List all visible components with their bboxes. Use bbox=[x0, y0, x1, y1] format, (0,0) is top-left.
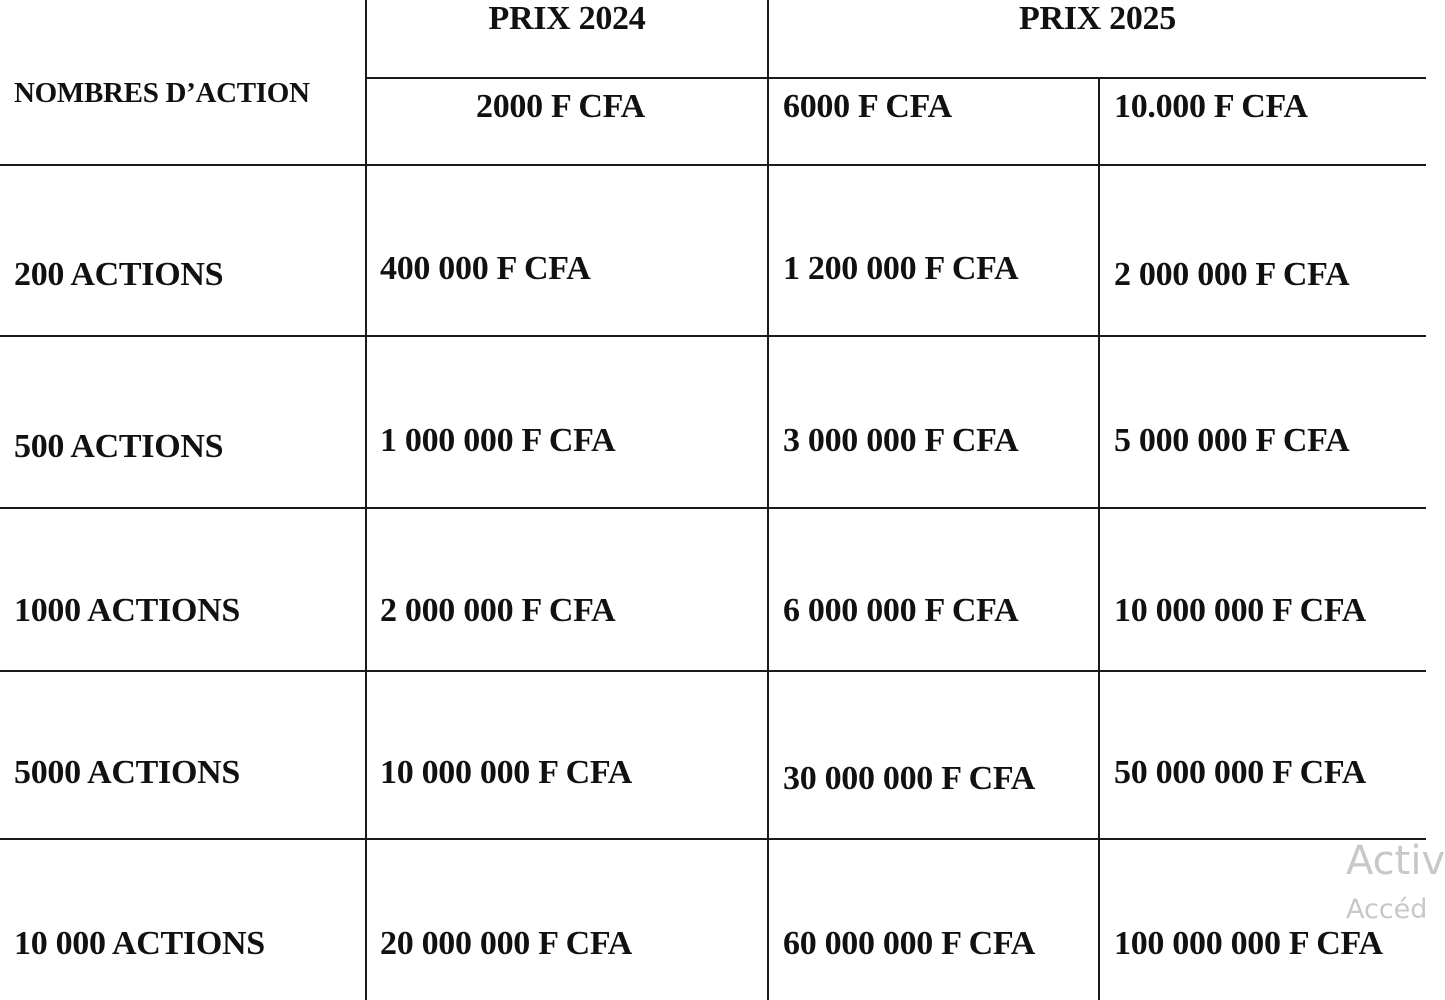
divider bbox=[365, 0, 367, 1000]
divider bbox=[0, 838, 1426, 840]
price-header-10000: 10.000 F CFA bbox=[1114, 88, 1308, 125]
divider bbox=[1098, 77, 1100, 1000]
row-label-200: 200 ACTIONS bbox=[14, 256, 224, 293]
divider bbox=[0, 335, 1426, 337]
table-cell: 50 000 000 F CFA bbox=[1114, 754, 1367, 791]
table-cell: 10 000 000 F CFA bbox=[380, 754, 633, 791]
price-header-6000: 6000 F CFA bbox=[783, 88, 952, 125]
activation-watermark-line2: Accéd bbox=[1346, 894, 1428, 925]
row-label-5000: 5000 ACTIONS bbox=[14, 754, 240, 791]
table-cell: 100 000 000 F CFA bbox=[1114, 925, 1383, 962]
group-header-2024: PRIX 2024 bbox=[488, 0, 646, 37]
divider bbox=[0, 164, 1426, 166]
table-cell: 1 000 000 F CFA bbox=[380, 422, 616, 459]
table-cell: 20 000 000 F CFA bbox=[380, 925, 633, 962]
activation-watermark-line1: Activ bbox=[1346, 838, 1445, 884]
divider bbox=[0, 507, 1426, 509]
corner-label: NOMBRES D’ACTION bbox=[14, 77, 310, 109]
table-cell: 2 000 000 F CFA bbox=[380, 592, 616, 629]
table-cell: 60 000 000 F CFA bbox=[783, 925, 1036, 962]
price-header-2000: 2000 F CFA bbox=[476, 88, 645, 125]
divider bbox=[365, 77, 1426, 79]
table-cell: 400 000 F CFA bbox=[380, 250, 591, 287]
table-cell: 30 000 000 F CFA bbox=[783, 760, 1036, 797]
table-cell: 2 000 000 F CFA bbox=[1114, 256, 1350, 293]
divider bbox=[0, 670, 1426, 672]
row-label-10000: 10 000 ACTIONS bbox=[14, 925, 265, 962]
row-label-1000: 1000 ACTIONS bbox=[14, 592, 240, 629]
table-cell: 1 200 000 F CFA bbox=[783, 250, 1019, 287]
group-header-2025: PRIX 2025 bbox=[1019, 0, 1176, 37]
table-cell: 6 000 000 F CFA bbox=[783, 592, 1019, 629]
row-label-500: 500 ACTIONS bbox=[14, 428, 224, 465]
table-cell: 3 000 000 F CFA bbox=[783, 422, 1019, 459]
divider bbox=[767, 0, 769, 1000]
table-cell: 5 000 000 F CFA bbox=[1114, 422, 1350, 459]
table-cell: 10 000 000 F CFA bbox=[1114, 592, 1367, 629]
